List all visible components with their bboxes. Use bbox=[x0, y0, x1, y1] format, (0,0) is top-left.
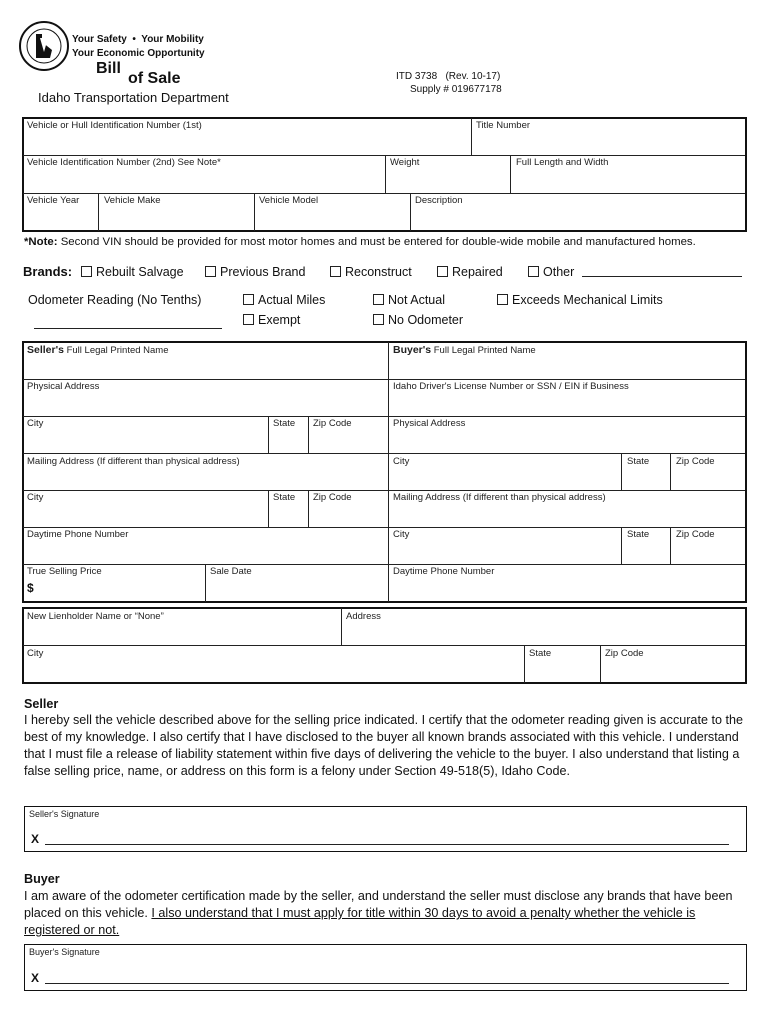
checkbox[interactable] bbox=[373, 314, 384, 325]
buyer-signature-label: Buyer's Signature bbox=[29, 947, 100, 957]
seller-sign-x: X bbox=[31, 832, 40, 846]
brand-rebuilt-salvage[interactable] bbox=[81, 265, 184, 279]
lienholder-state-input[interactable] bbox=[525, 646, 600, 683]
option-label: Actual Miles bbox=[258, 293, 326, 307]
seller-mailing-input[interactable] bbox=[23, 454, 388, 490]
buyer-address-input[interactable] bbox=[389, 417, 745, 453]
title-bill: Bill bbox=[96, 60, 121, 77]
seller-city2-label: City bbox=[27, 492, 44, 503]
checkbox[interactable] bbox=[205, 266, 216, 277]
buyer-state-label: State bbox=[627, 456, 650, 467]
seller-zip2-label: Zip Code bbox=[313, 492, 352, 503]
vehicle-model-input[interactable] bbox=[255, 194, 410, 231]
seller-city-label: City bbox=[27, 418, 44, 429]
seller-zip2-input[interactable] bbox=[309, 491, 388, 527]
seller-zip-input[interactable] bbox=[309, 417, 388, 453]
seller-signature-box[interactable] bbox=[24, 806, 747, 852]
lienholder-city-label: City bbox=[27, 648, 44, 659]
brand-other-line[interactable] bbox=[582, 276, 742, 277]
vehicle-make-label: Vehicle Make bbox=[104, 195, 161, 206]
brand-other[interactable] bbox=[528, 265, 574, 279]
hin-label: Vehicle or Hull Identification Number (1st) bbox=[27, 120, 202, 131]
option-label: Other bbox=[543, 265, 575, 279]
odometer-reading-line[interactable] bbox=[34, 328, 222, 329]
brand-reconstruct[interactable] bbox=[330, 265, 412, 279]
checkbox[interactable] bbox=[243, 314, 254, 325]
vehicle-make-input[interactable] bbox=[99, 194, 254, 231]
buyer-address-label: Physical Address bbox=[393, 418, 466, 429]
seller-state-label: State bbox=[273, 418, 296, 429]
brand-previous-brand[interactable] bbox=[205, 265, 305, 279]
checkbox[interactable] bbox=[497, 294, 508, 305]
lienholder-name-label: New Lienholder Name or “None” bbox=[27, 611, 164, 622]
option-label: Previous Brand bbox=[220, 265, 306, 279]
buyer-certification-text bbox=[24, 888, 750, 939]
odometer-exceeds-limits[interactable] bbox=[497, 293, 663, 307]
slogan-line-2: Your Economic Opportunity bbox=[72, 48, 205, 59]
buyer-zip-input[interactable] bbox=[671, 454, 745, 490]
buyer-license-input[interactable] bbox=[389, 380, 745, 416]
seller-address-label: Physical Address bbox=[27, 381, 100, 392]
lienholder-zip-input[interactable] bbox=[601, 646, 745, 683]
seller-zip-label: Zip Code bbox=[313, 418, 352, 429]
seller-mailing-label: Mailing Address (If different than physical address) bbox=[27, 456, 240, 467]
seller-signature-line[interactable] bbox=[45, 844, 729, 845]
buyer-name-input[interactable] bbox=[389, 342, 745, 379]
lienholder-address-label: Address bbox=[346, 611, 381, 622]
buyer-signature-line[interactable] bbox=[45, 983, 729, 984]
lienholder-zip-label: Zip Code bbox=[605, 648, 644, 659]
buyer-state-input[interactable] bbox=[622, 454, 670, 490]
buyer-cert-underlined: I also understand that I must apply for title within 30 days to avoid a penalty whether the vehicle is registered or not. bbox=[24, 906, 696, 937]
seller-city2-input[interactable] bbox=[23, 491, 268, 527]
seller-address-input[interactable] bbox=[23, 380, 388, 416]
checkbox[interactable] bbox=[243, 294, 254, 305]
buyer-heading: Buyer bbox=[24, 872, 60, 886]
odometer-not-actual[interactable] bbox=[373, 293, 445, 307]
odometer-no-odometer[interactable] bbox=[373, 313, 463, 327]
seller-state2-input[interactable] bbox=[269, 491, 308, 527]
buyer-city2-input[interactable] bbox=[389, 528, 621, 564]
length-width-label: Full Length and Width bbox=[516, 157, 609, 168]
seller-phone-label: Daytime Phone Number bbox=[27, 529, 129, 540]
seller-certification-text: I hereby sell the vehicle described above for the selling price indicated. I certify that the odometer reading given is accurate to the best of my knowledge. I also certify that I have disclosed to the buyer all known brands associated with this vehicle. I understand that I must file a release of liability statement within five days of delivering the vehicle to the buyer. I also understand that listing a false selling price, name, or address on this form is a felony under Section 49-518(5), Idaho Code. bbox=[24, 713, 743, 778]
dollar-sign: $ bbox=[27, 581, 34, 595]
vin2-label: Vehicle Identification Number (2nd) See Note* bbox=[27, 157, 221, 168]
buyer-state2-input[interactable] bbox=[622, 528, 670, 564]
sale-date-input[interactable] bbox=[206, 565, 388, 602]
lienholder-city-input[interactable] bbox=[23, 646, 524, 683]
form-id: ITD 3738 (Rev. 10-17) bbox=[396, 71, 501, 82]
supply-number: Supply # 019677178 bbox=[410, 84, 502, 95]
buyer-cert-plain: I am aware of the odometer certification made by the seller, and understand the seller must disclose any brands that have been placed on this vehicle. bbox=[24, 889, 733, 920]
lienholder-state-label: State bbox=[529, 648, 552, 659]
odometer-label: Odometer Reading (No Tenths) bbox=[28, 293, 202, 307]
checkbox[interactable] bbox=[437, 266, 448, 277]
seller-name-input[interactable] bbox=[23, 342, 388, 379]
checkbox[interactable] bbox=[373, 294, 384, 305]
title-number-input[interactable] bbox=[472, 118, 745, 155]
seller-signature-label: Seller's Signature bbox=[29, 809, 100, 819]
buyer-city-input[interactable] bbox=[389, 454, 621, 490]
buyer-city-label: City bbox=[393, 456, 410, 467]
buyer-mailing-input[interactable] bbox=[389, 491, 745, 527]
title-number-label: Title Number bbox=[476, 120, 531, 131]
vehicle-model-label: Vehicle Model bbox=[259, 195, 319, 206]
note-text: Second VIN should be provided for most motor homes and must be entered for double-wide mobile and manufactured homes. bbox=[57, 236, 696, 248]
option-label: Exempt bbox=[258, 313, 301, 327]
lienholder-address-input[interactable] bbox=[342, 608, 745, 645]
idaho-logo bbox=[18, 20, 70, 72]
weight-label: Weight bbox=[390, 157, 420, 168]
description-input[interactable] bbox=[411, 194, 745, 231]
odometer-exempt[interactable] bbox=[243, 313, 300, 327]
option-label: Rebuilt Salvage bbox=[96, 265, 184, 279]
buyer-state2-label: State bbox=[627, 529, 650, 540]
vin2-input[interactable] bbox=[23, 156, 385, 193]
checkbox[interactable] bbox=[330, 266, 341, 277]
hin-input[interactable] bbox=[23, 118, 471, 155]
buyer-license-label: Idaho Driver's License Number or SSN / EIN if Business bbox=[393, 381, 629, 392]
department-name: Idaho Transportation Department bbox=[38, 90, 229, 105]
length-width-input[interactable] bbox=[511, 156, 745, 193]
brands-label: Brands: bbox=[23, 264, 73, 279]
buyer-zip2-label: Zip Code bbox=[676, 529, 715, 540]
buyer-mailing-label: Mailing Address (If different than physical address) bbox=[393, 492, 606, 503]
sale-date-label: Sale Date bbox=[210, 566, 252, 577]
vehicle-year-input[interactable] bbox=[23, 194, 98, 231]
vehicle-year-label: Vehicle Year bbox=[27, 195, 80, 206]
seller-phone-input[interactable] bbox=[23, 528, 388, 564]
title-of-sale: of Sale bbox=[128, 70, 181, 87]
option-label: No Odometer bbox=[388, 313, 464, 327]
weight-input[interactable] bbox=[386, 156, 510, 193]
note-prefix: *Note: bbox=[24, 236, 58, 248]
seller-city-input[interactable] bbox=[23, 417, 268, 453]
lienholder-name-input[interactable] bbox=[23, 608, 341, 645]
buyer-phone-input[interactable] bbox=[389, 565, 745, 602]
checkbox[interactable] bbox=[528, 266, 539, 277]
vin-note bbox=[24, 236, 696, 248]
checkbox[interactable] bbox=[81, 266, 92, 277]
buyer-zip-label: Zip Code bbox=[676, 456, 715, 467]
selling-price-input[interactable] bbox=[23, 565, 205, 602]
buyer-phone-label: Daytime Phone Number bbox=[393, 566, 495, 577]
option-label: Exceeds Mechanical Limits bbox=[512, 293, 663, 307]
seller-name-label: Seller's Full Legal Printed Name bbox=[27, 344, 169, 356]
option-label: Not Actual bbox=[388, 293, 445, 307]
odometer-actual-miles[interactable] bbox=[243, 293, 325, 307]
buyer-name-label: Buyer's Full Legal Printed Name bbox=[393, 344, 536, 356]
buyer-city2-label: City bbox=[393, 529, 410, 540]
description-label: Description bbox=[415, 195, 463, 206]
option-label: Repaired bbox=[452, 265, 503, 279]
seller-heading: Seller bbox=[24, 697, 59, 711]
buyer-sign-x: X bbox=[31, 971, 40, 985]
seller-state-input[interactable] bbox=[269, 417, 308, 453]
option-label: Reconstruct bbox=[345, 265, 412, 279]
brand-repaired[interactable] bbox=[437, 265, 503, 279]
slogan-line-1: Your Safety • Your Mobility bbox=[72, 34, 204, 45]
seller-state2-label: State bbox=[273, 492, 296, 503]
buyer-zip2-input[interactable] bbox=[671, 528, 745, 564]
selling-price-label: True Selling Price bbox=[27, 566, 102, 577]
